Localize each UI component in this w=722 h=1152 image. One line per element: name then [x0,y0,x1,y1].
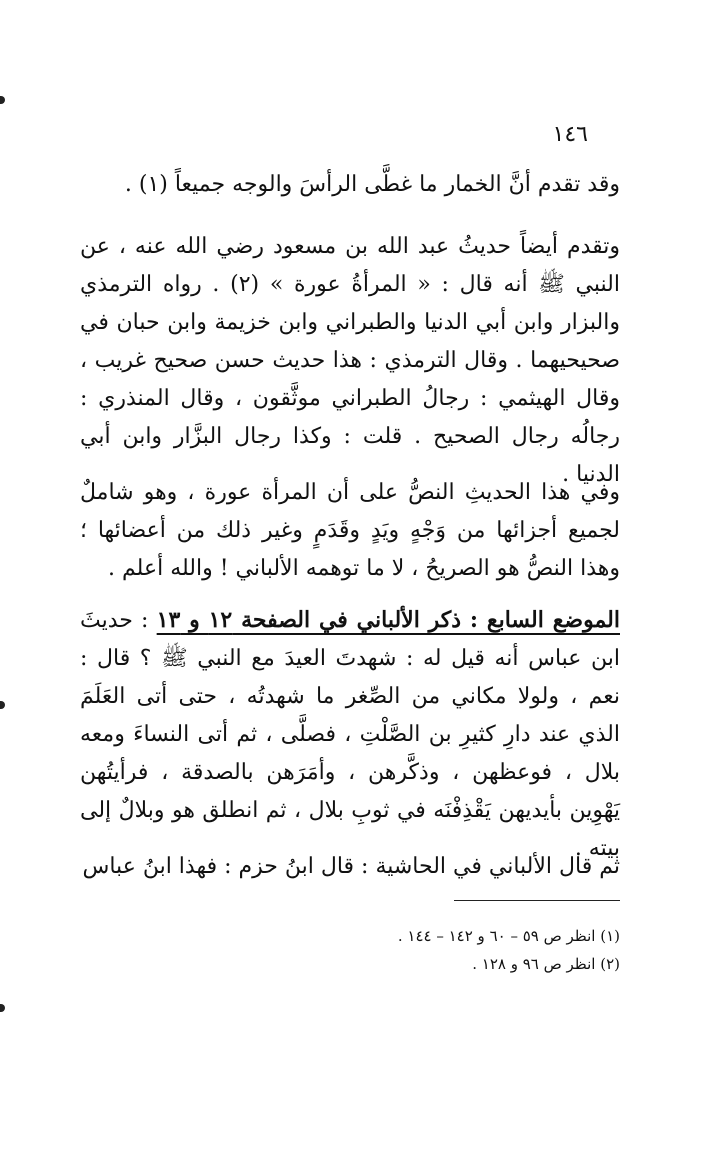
paragraph-khimar [80,166,620,204]
paragraph-explanation [80,474,620,588]
section-heading: الموضع السابع : ذكر الألباني في الصفحة ١٢ و ١٣ [156,607,620,633]
paragraph-text: وتقدم أيضاً حديثُ عبد الله بن مسعود رضي الله عنه ، عن النبي ﷺ أنه قال : « المرأةُ عورة » (٢) . رواه الترمذي والبزار وابن أبي الدنيا والطبراني وابن خزيمة وابن حبان في صحيحيهما . وقال الترمذي : هذا حديث حسن صحيح غريب ، وقال الهيثمي : رجالُ الطبراني موثَّقون ، وقال المنذري : رجالُه رجال الصحيح . قلت : وكذا رجال البزَّار وابن أبي الدنيا . [80,234,620,487]
paragraph-body: : حديثَ ابن عباس أنه قيل له : شهدتَ العيدَ مع النبي ﷺ ؟ قال : نعم ، ولولا مكاني من الصِّغر ما شهدتُه ، حتى أتى العَلَمَ الذي عند دارِ كثيرِ بن الصَّلْتِ ، فصلَّى ، ثم أتى النساءَ ومعه بلال ، فوعظهن ، وذكَّرهن ، وأمَرَهن بالصدقة ، فرأيتُهن يَهْوِين بأيديهن يَقْذِفْنَه في ثوبِ بلال ، ثم انطلق هو وبلالٌ إلى بيته . [80,608,620,861]
paragraph-text: وفي هذا الحديثِ النصُّ على أن المرأة عورة ، وهو شاملٌ لجميع أجزائها من وَجْهٍ ويَدٍ وقَدَمٍ وغير ذلك من أعضائها ؛ وهذا النصُّ هو الصريحُ ، لا ما توهمه الألباني ! والله أعلم . [80,480,620,581]
footnote-1: (١) انظر ص ٥٩ – ٦٠ و ١٤٢ – ١٤٤ . [397,927,620,945]
scan-edge-mark [0,96,5,104]
page-number: ١٤٦ [552,122,588,147]
paragraph-margin-note [80,848,620,886]
paragraph-text: وقد تقدم أنَّ الخمار ما غطَّى الرأسَ والوجه جميعاً (١) . [124,172,620,197]
footnote-2: (٢) انظر ص ٩٦ و ١٢٨ . [472,955,620,973]
paragraph-seventh-place [80,601,620,868]
scan-edge-mark [0,701,5,709]
footnotes [300,922,620,978]
scan-edge-mark [0,1004,5,1012]
footnote-separator [454,900,620,901]
paragraph-text: ثم قال الألباني في الحاشية : قال ابنُ حزم : فهذا ابنُ عباس [82,854,620,879]
paragraph-hadith-awra [80,228,620,494]
paragraph-text [80,601,620,868]
